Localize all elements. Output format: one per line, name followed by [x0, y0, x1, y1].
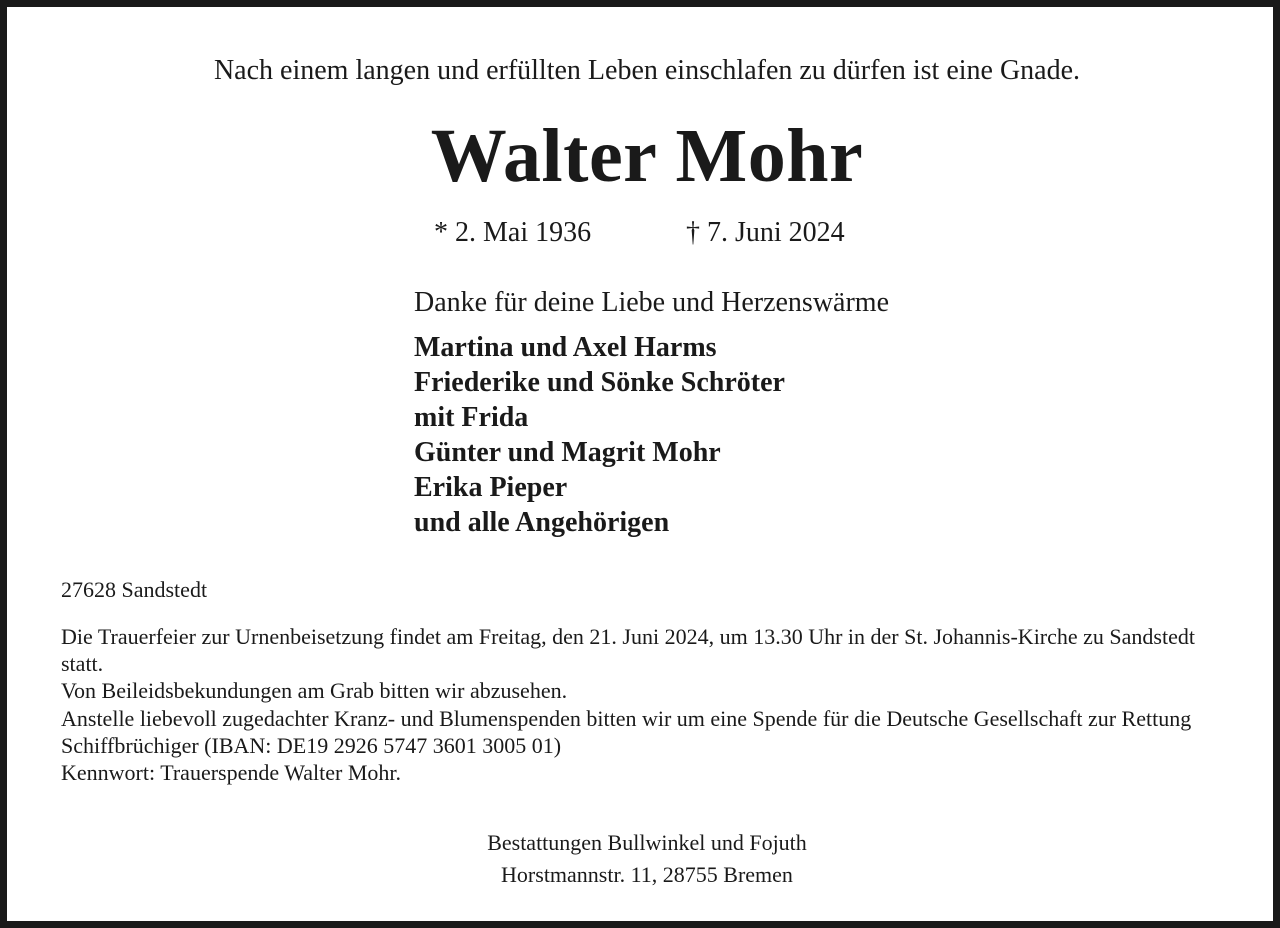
place-of-residence: 27628 Sandstedt: [61, 577, 208, 602]
donation-text: Anstelle liebevoll zugedachter Kranz- und Blumenspenden bitten wir um eine Spende für die Deutsche Gesellschaft zur Rettung Schiffbrüchiger (IBAN: DE19 2926 5747 3601 3005 01): [61, 705, 1192, 758]
keyword-text: Kennwort: Trauerspende Walter Mohr.: [61, 760, 401, 786]
undertaker-address: Horstmannstr. 11, 28755 Bremen: [501, 862, 793, 887]
thanks-line: Danke für deine Liebe und Herzenswärme: [414, 287, 890, 318]
undertaker-block: [7, 827, 1280, 891]
mourner-name: und alle Angehörigen: [414, 507, 670, 538]
mourner-name: Erika Pieper: [414, 472, 568, 503]
mourners-list: [414, 330, 785, 540]
mourner-name: Friederike und Sönke Schröter: [414, 367, 785, 398]
ceremony-text: Die Trauerfeier zur Urnenbeisetzung findet am Freitag, den 21. Juni 2024, um 13.30 Uhr in der St. Johannis-Kirche zu Sandstedt statt.: [61, 624, 1195, 677]
death-date: † 7. Juni 2024: [686, 217, 845, 248]
undertaker-name: Bestattungen Bullwinkel und Fojuth: [487, 830, 807, 855]
birth-date: * 2. Mai 1936: [434, 217, 592, 248]
motto: Nach einem langen und erfüllten Leben einschlafen zu dürfen ist eine Gnade.: [213, 55, 1081, 86]
deceased-name: Walter Mohr: [430, 114, 864, 198]
mourner-name: Günter und Magrit Mohr: [414, 437, 721, 468]
condolences-text: Von Beileidsbekundungen am Grab bitten wir abzusehen.: [61, 678, 568, 704]
mourner-name: mit Frida: [414, 402, 529, 433]
mourner-name: Martina und Axel Harms: [414, 332, 717, 363]
ceremony-info: [61, 623, 1233, 786]
